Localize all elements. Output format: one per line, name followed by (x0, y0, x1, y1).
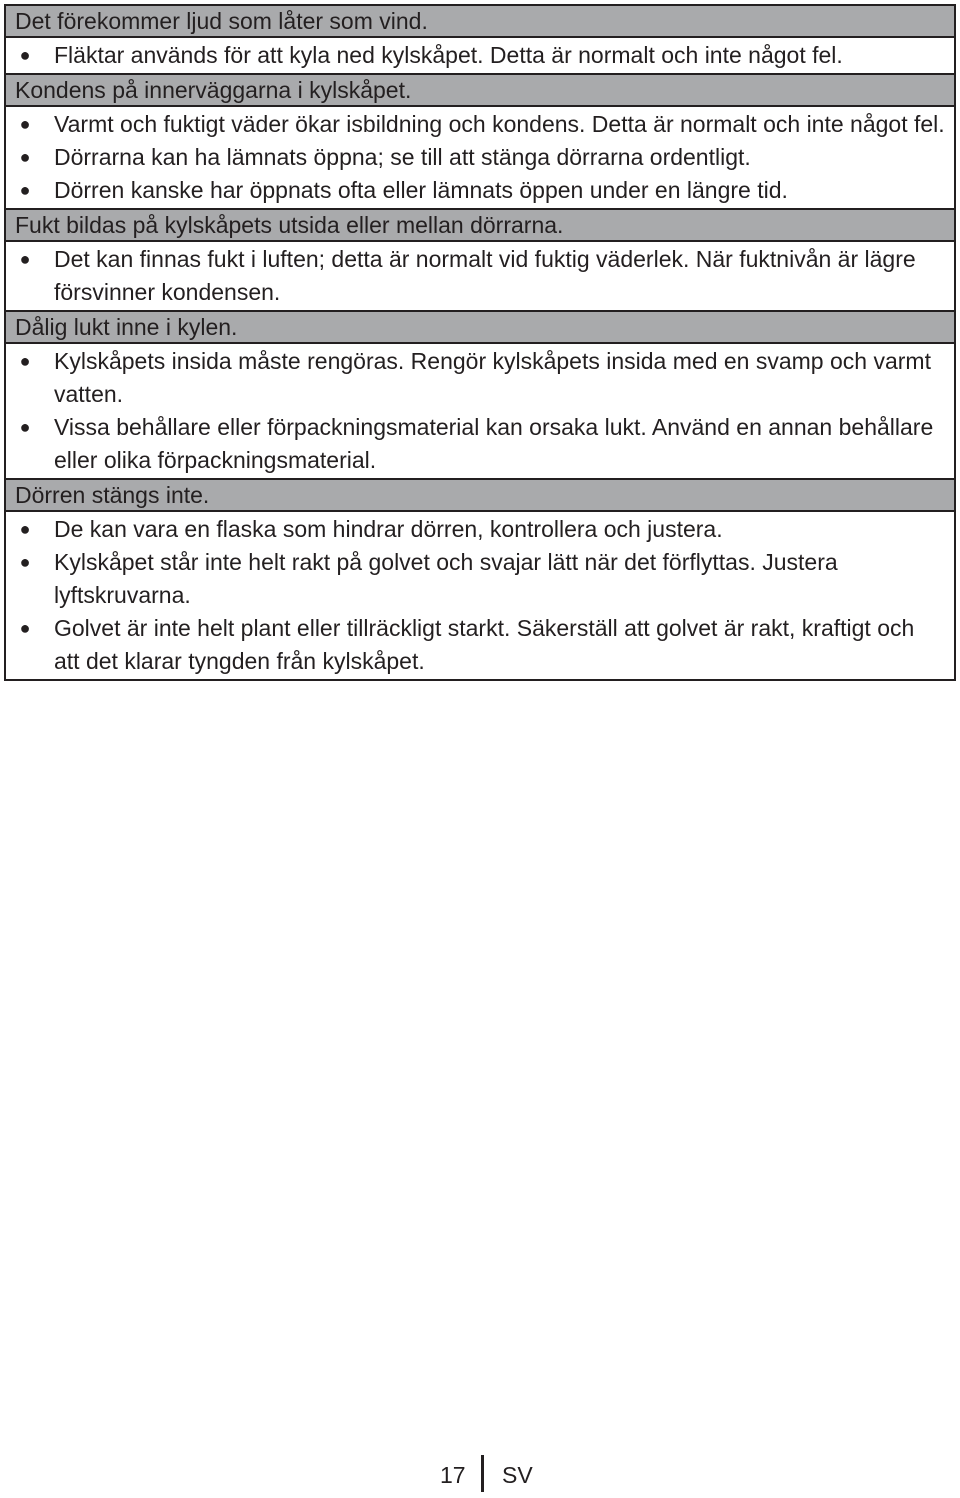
bullet-icon: ● (19, 45, 31, 65)
bullet-icon: ● (19, 114, 31, 134)
section-heading-bad-odor: Dålig lukt inne i kylen. (6, 312, 954, 344)
footer-divider (481, 1455, 484, 1492)
list-item (6, 243, 954, 309)
section-body-wind-noise (6, 38, 954, 75)
section-body-door-not-closing (6, 512, 954, 679)
list-item-text: Golvet är inte helt plant eller tillräckligt starkt. Säkerställ att golvet är rakt, kraftigt och att det klarar tyngden från kylskåpet. (54, 615, 915, 674)
list-item (6, 345, 954, 411)
section-body-condensation-inside (6, 107, 954, 210)
bullet-icon: ● (19, 552, 31, 572)
list-item-text: De kan vara en flaska som hindrar dörren, kontrollera och justera. (54, 516, 723, 542)
list-item (6, 513, 954, 546)
bullet-icon: ● (19, 180, 31, 200)
section-heading-wind-noise: Det förekommer ljud som låter som vind. (6, 6, 954, 38)
list-item (6, 141, 954, 174)
list-item (6, 174, 954, 207)
list-item (6, 546, 954, 612)
bullet-icon: ● (19, 147, 31, 167)
section-heading-moisture-outside: Fukt bildas på kylskåpets utsida eller mellan dörrarna. (6, 210, 954, 242)
bullet-icon: ● (19, 351, 31, 371)
page-footer (0, 1455, 960, 1495)
list-item (6, 39, 954, 72)
list-item-text: Dörrarna kan ha lämnats öppna; se till att stänga dörrarna ordentligt. (54, 144, 751, 170)
page-number: 17 (440, 1462, 466, 1488)
bullet-icon: ● (19, 417, 31, 437)
bullet-icon: ● (19, 519, 31, 539)
list-item (6, 612, 954, 678)
troubleshooting-table (4, 4, 956, 681)
section-heading-door-not-closing: Dörren stängs inte. (6, 480, 954, 512)
language-code: SV (502, 1462, 533, 1488)
bullet-icon: ● (19, 618, 31, 638)
section-heading-condensation-inside: Kondens på innerväggarna i kylskåpet. (6, 75, 954, 107)
list-item-text: Fläktar används för att kyla ned kylskåpet. Detta är normalt och inte något fel. (54, 42, 843, 68)
list-item (6, 108, 954, 141)
bullet-icon: ● (19, 249, 31, 269)
list-item-text: Kylskåpets insida måste rengöras. Rengör kylskåpets insida med en svamp och varmt vatten. (54, 348, 931, 407)
list-item-text: Varmt och fuktigt väder ökar isbildning och kondens. Detta är normalt och inte något fel. (54, 111, 945, 137)
list-item-text: Det kan finnas fukt i luften; detta är normalt vid fuktig väderlek. När fuktnivån är lägre försvinner kondensen. (54, 246, 916, 305)
list-item (6, 411, 954, 477)
section-body-moisture-outside (6, 242, 954, 312)
list-item-text: Vissa behållare eller förpackningsmaterial kan orsaka lukt. Använd en annan behållare eller olika förpackningsmaterial. (54, 414, 934, 473)
section-body-bad-odor (6, 344, 954, 480)
list-item-text: Kylskåpet står inte helt rakt på golvet och svajar lätt när det förflyttas. Justera lyftskruvarna. (54, 549, 838, 608)
list-item-text: Dörren kanske har öppnats ofta eller lämnats öppen under en längre tid. (54, 177, 788, 203)
